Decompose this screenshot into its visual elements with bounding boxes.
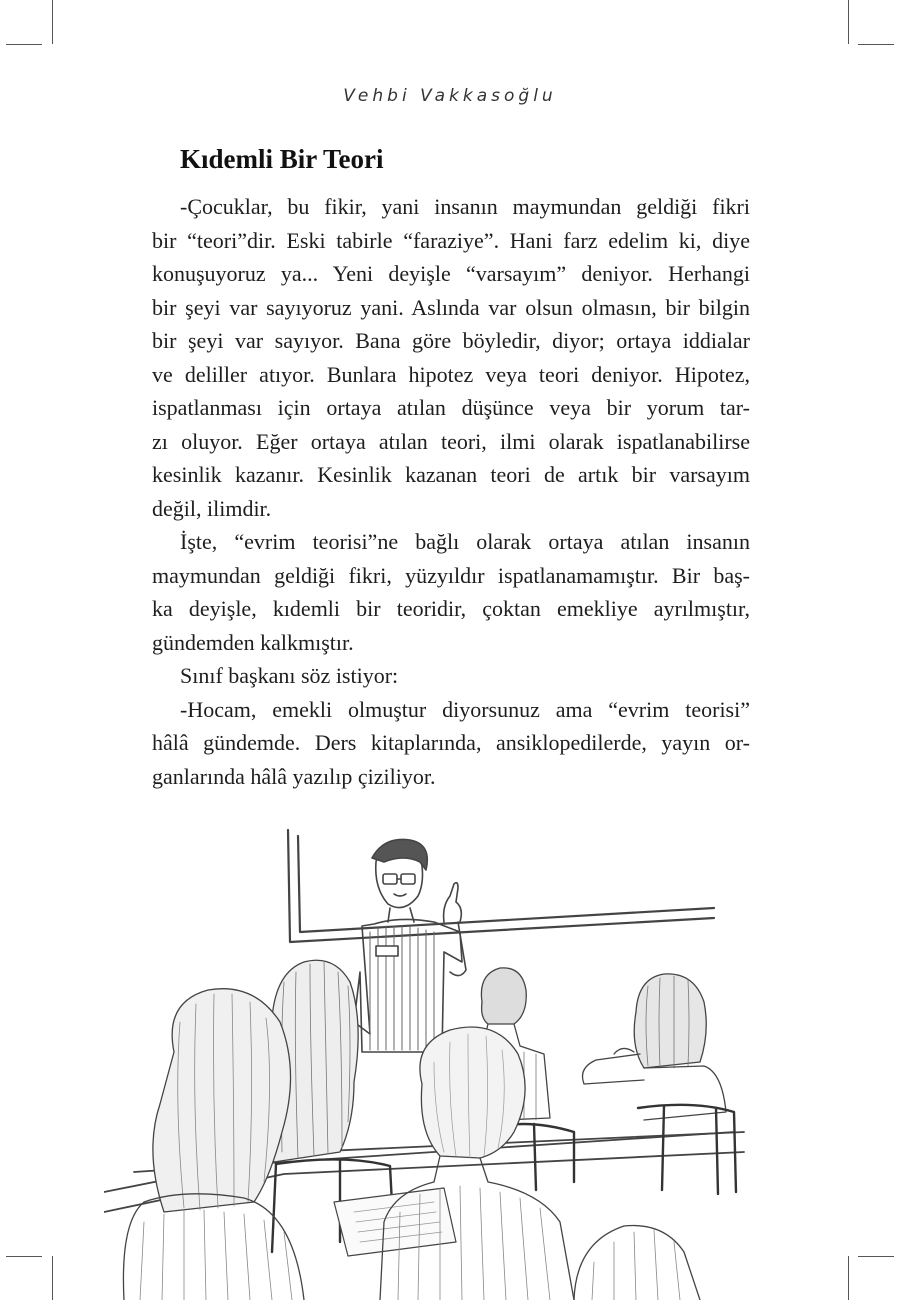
crop-mark-bottom-right-h (858, 1256, 894, 1257)
paragraph-line: ve deliller atıyor. Bunlara hipotez veya teori deniyor. Hipotez, (152, 361, 750, 387)
classroom-illustration (104, 822, 764, 1300)
body-text (152, 190, 750, 793)
crop-mark-top-right-h (858, 44, 894, 45)
crop-mark-top-right (848, 0, 849, 44)
paragraph-line: -Hocam, emekli olmuştur diyorsunuz ama “evrim teorisi” (180, 696, 750, 722)
chapter-title: Kıdemli Bir Teori (180, 144, 384, 174)
paragraph-line: hâlâ gündemde. Ders kitaplarında, ansiklopedilerde, yayın or- (152, 730, 750, 755)
paragraph-line: ispatlanması için ortaya atılan düşünce veya bir yorum tar- (152, 395, 750, 420)
student-front-right (574, 1226, 700, 1300)
crop-mark-top-left-h (6, 44, 42, 45)
crop-mark-top-left (52, 0, 53, 44)
paragraph-line: bir “teori”dir. Eski tabirle “faraziye”. Hani farz edelim ki, diye (152, 227, 750, 253)
crop-mark-bottom-left-h (6, 1256, 42, 1257)
blackboard (288, 830, 714, 942)
paragraph-line: konuşuyoruz ya... Yeni deyişle “varsayım” deniyor. Herhangi (152, 261, 750, 286)
paragraph-line: ka deyişle, kıdemli bir teoridir, çoktan emekliye ayrılmıştır, (152, 596, 750, 621)
paragraph-line: İşte, “evrim teorisi”ne bağlı olarak ortaya atılan insanın (180, 529, 750, 554)
student-girl-right (583, 974, 727, 1120)
paragraph-line: bir şeyi var sayıyoruz yani. Aslında var olsun olmasın, bir bilgin (152, 294, 750, 320)
paragraph-line: -Çocuklar, bu fikir, yani insanın maymundan geldiği fikri (180, 194, 750, 219)
student-front-left (123, 989, 304, 1300)
crop-mark-bottom-left (52, 1256, 53, 1300)
crop-mark-bottom-right (848, 1256, 849, 1300)
teacher-figure (354, 839, 466, 1052)
paragraph-line: maymundan geldiği fikri, yüzyıldır ispatlanamamıştır. Bir baş- (152, 562, 750, 588)
running-header-author: Vehbi Vakkasoğlu (343, 86, 557, 106)
paragraph-line: ganlarında hâlâ yazılıp çiziliyor. (152, 763, 436, 789)
paragraph-line: kesinlik kazanır. Kesinlik kazanan teori de artık bir varsayım (152, 462, 750, 487)
paragraph-line: değil, ilimdir. (152, 495, 272, 521)
paragraph-line: bir şeyi var sayıyor. Bana göre böyledir, diyor; ortaya iddialar (152, 328, 750, 353)
paragraph-line: Sınıf başkanı söz istiyor: (180, 663, 399, 688)
paragraph-line: zı oluyor. Eğer ortaya atılan teori, ilmi olarak ispatlanabilirse (152, 428, 750, 454)
paragraph-line: gündemden kalkmıştır. (152, 629, 354, 655)
